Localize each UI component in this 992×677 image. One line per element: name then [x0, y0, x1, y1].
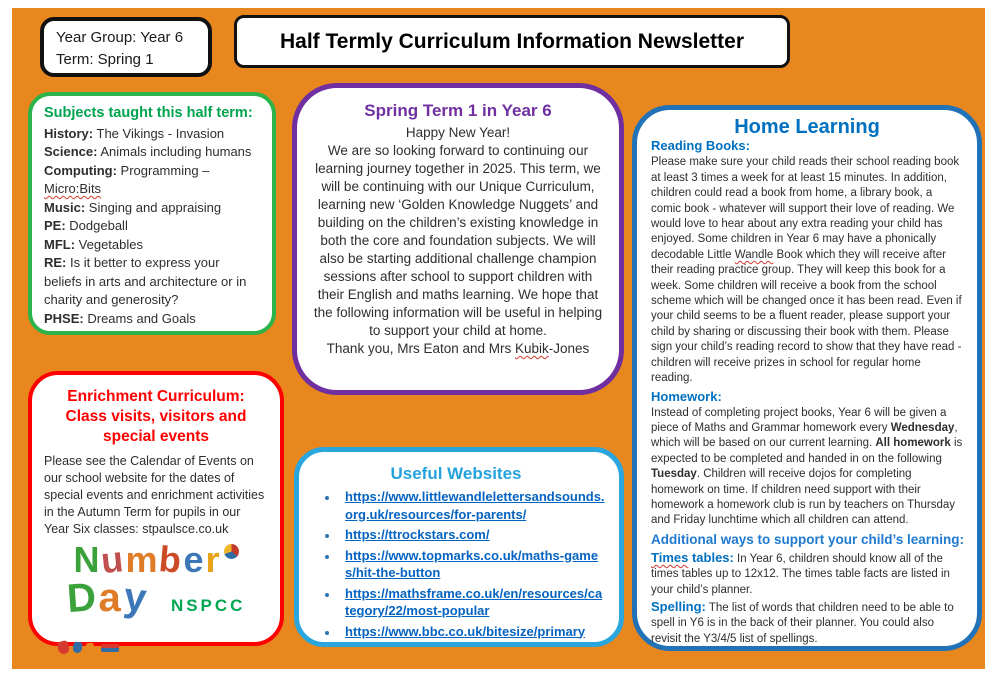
handprint-icon: [86, 642, 95, 653]
website-list-item: [339, 547, 605, 582]
additional-ways-subheading: Additional ways to support your child’s learning:: [651, 531, 965, 547]
title-box: [234, 15, 790, 68]
number-day-logo-word-day: Day NSPCC: [65, 574, 246, 622]
homework-subheading: Homework:: [651, 388, 722, 404]
subject-item: Science: Animals including humans: [44, 144, 252, 159]
subject-item: MFL: Vegetables: [44, 236, 143, 252]
enrichment-body: Please see the Calendar of Events on our school website for the dates of special events and enrichment activities in the Autumn Term for pupils in our Year Six classes: stpaulsce.co.uk: [44, 454, 265, 536]
number-day-logo-word-number: Number: [44, 542, 268, 578]
website-list-item: [339, 488, 605, 523]
partner-logos: [58, 641, 119, 654]
spring-message-box: [292, 83, 624, 395]
enrichment-heading: Enrichment Curriculum: Class visits, visitors and special events: [65, 388, 247, 445]
reading-books-body: Please make sure your child reads their school reading book at least 3 times a week for at least 15 minutes. In addition, children could read a book from home, a library book, a comic book - whatever will support their love of reading. We would love to hear about any extra reading your child has enjoyed. Some children in Year 6 may have a phonically decodable Little Wandle Book which they will receive after their reading practice group. They will keep this book for a week. Some children will receive a book from the school scheme which will be changed once it has been read. Even if your child seems to be a fluent reader, please support your child by sharing or discussing their book with them. Please sign your child’s reading record to show that they have read - children will receive prizes in school for regular home reading.: [651, 156, 962, 385]
subject-item: Computing: Programming – Micro:Bits: [44, 162, 210, 196]
home-learning-box: [632, 105, 982, 651]
spring-greeting: Happy New Year!: [405, 125, 511, 140]
website-link[interactable]: https://www.bbc.co.uk/bitesize/primary: [345, 623, 586, 639]
subject-item: PE: Dodgeball: [44, 218, 128, 233]
nspcc-logo-text: NSPCC: [170, 596, 246, 615]
year-group-text: Year Group: Year 6: [56, 29, 184, 46]
subject-item: PHSE: Dreams and Goals: [44, 310, 196, 326]
website-link[interactable]: https://ttrockstars.com/: [345, 527, 490, 542]
subjects-heading: Subjects taught this half term:: [44, 105, 253, 121]
spring-body: We are so looking forward to continuing our learning journey together in 2025. This term, we will be continuing with our Unique Curriculum, learning new ‘Golden Knowledge Nuggets’ and building on the children’s existing knowledge in both the core and foundation subjects. We will also be starting additional challenge champion sessions after school to support children with their English and maths learning. We hope that the following information will be useful in helping to support your child at home.: [313, 143, 603, 338]
subject-item: Music: Singing and appraising: [44, 199, 222, 215]
useful-websites-box: [294, 447, 624, 647]
website-list-item: [339, 585, 605, 620]
websites-list: [307, 488, 605, 640]
website-list-item: [339, 623, 605, 641]
website-link[interactable]: https://mathsframe.co.uk/en/resources/category/22/most-popular: [345, 585, 603, 618]
page-title: Half Termly Curriculum Information Newsletter: [279, 29, 745, 53]
number-day-logo: [44, 537, 268, 660]
spring-signoff: Thank you, Mrs Eaton and Mrs Kubik-Jones: [326, 341, 590, 356]
pie-chart-icon: [224, 544, 239, 559]
website-list-item: [339, 526, 605, 544]
enrichment-box: [28, 371, 284, 646]
subjects-box: [28, 92, 276, 335]
home-learning-heading: Home Learning: [734, 116, 880, 138]
times-tables-paragraph: Times tables: In Year 6, children should know all of the times tables up to 12x12. The times table facts are listed in your child’s planner.: [651, 549, 950, 596]
spelling-label: Spelling:: [651, 598, 706, 614]
partner-badge-icon: [101, 644, 119, 652]
year-term-box: [40, 17, 212, 77]
spelling-paragraph: Spelling: The list of words that children need to be able to spell in Y6 is in the back of their planner. You could also revisit the Y3/4/5 list of spellings.: [651, 598, 954, 645]
spring-heading: Spring Term 1 in Year 6: [364, 101, 552, 120]
website-link[interactable]: https://www.littlewandlelettersandsounds.org.uk/resources/for-parents/: [345, 489, 605, 522]
times-tables-label: Times tables:: [651, 549, 734, 565]
reading-books-subheading: Reading Books:: [651, 138, 750, 154]
websites-heading: Useful Websites: [390, 464, 522, 483]
subject-item: History: The Vikings - Invasion: [44, 125, 225, 141]
subject-item: RE: Is it better to express your beliefs in arts and architecture or in charity and generosity?: [44, 255, 247, 307]
handprint-icon: [72, 641, 83, 653]
handprint-icon: [57, 640, 71, 655]
website-link[interactable]: https://www.topmarks.co.uk/maths-games/hit-the-button: [345, 547, 599, 580]
homework-body: Instead of completing project books, Year 6 will be given a piece of Maths and Grammar homework every Wednesday, which will be based on our current learning. All homework is expected to be completed and handed in on the following Tuesday. Children will receive dojos for completing homework on time. If children need support with their homework a homework club is run by teachers on Thursday and Friday lunchtime which all children can attend.: [651, 406, 963, 527]
term-text: Term: Spring 1: [56, 51, 154, 68]
